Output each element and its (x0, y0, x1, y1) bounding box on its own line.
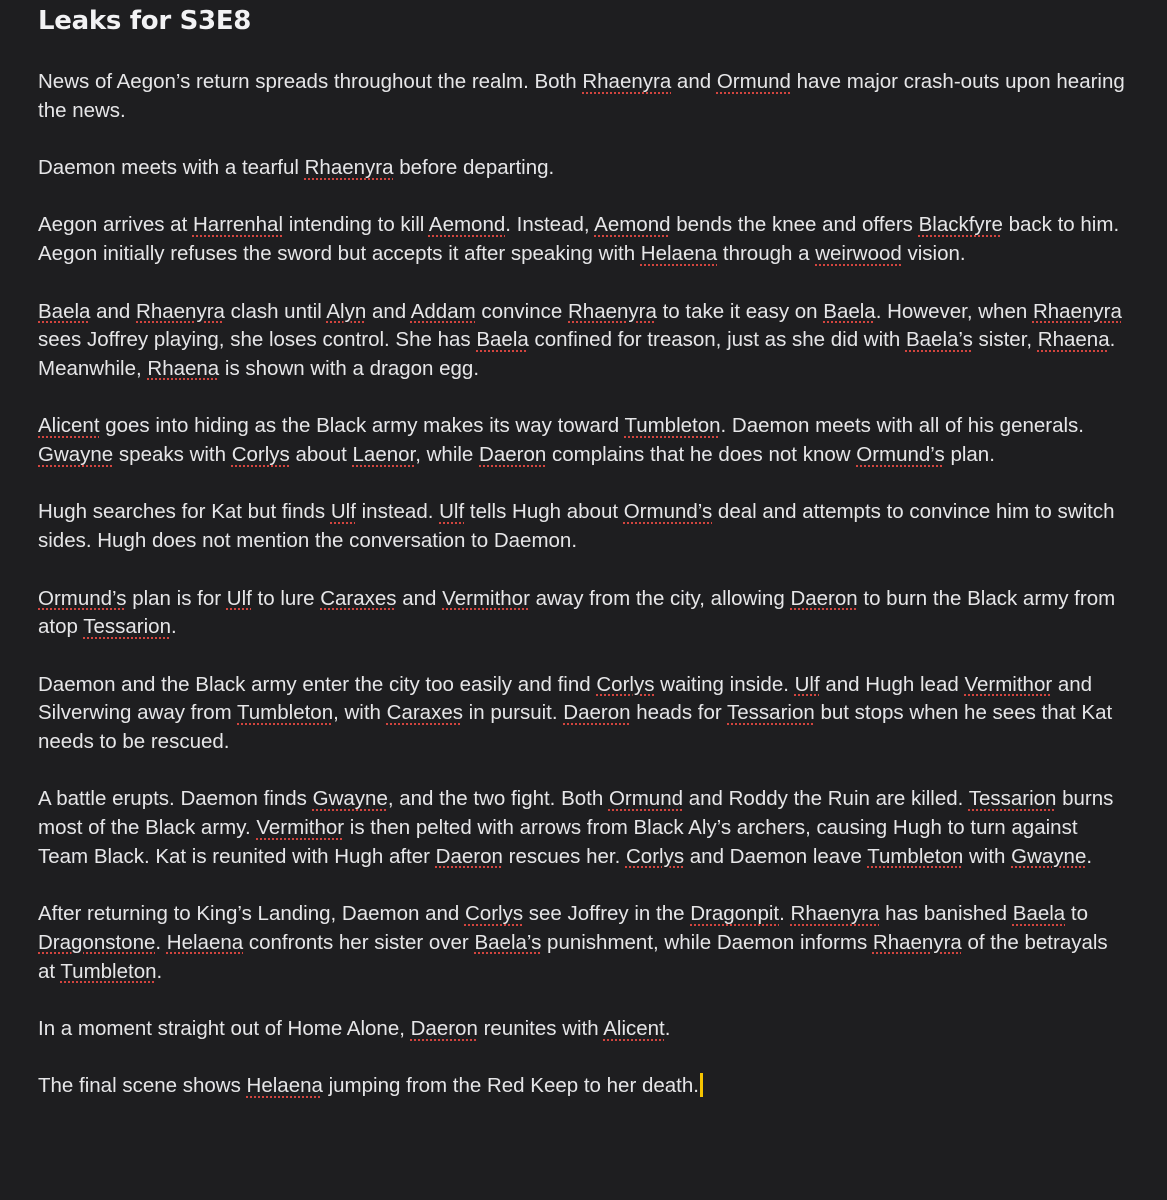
paragraph-text: . Meanwhile, (38, 328, 1116, 380)
spellcheck-flagged-word: Rhaenyra (1032, 299, 1122, 323)
paragraph-text: . Daemon meets with all of his generals. (720, 414, 1085, 438)
spellcheck-flagged-word: Baela (38, 299, 91, 323)
spellcheck-flagged-word: Addam (410, 299, 476, 323)
spellcheck-flagged-word: Rhaenyra (872, 930, 962, 954)
paragraph-text: through a (717, 242, 816, 266)
paragraph-text: . (1086, 844, 1093, 868)
spellcheck-flagged-word: Laenor (352, 443, 416, 467)
spellcheck-flagged-word: Rhaenyra (136, 299, 225, 323)
paragraph-text: and Silverwing away from (38, 672, 1093, 725)
document-body[interactable] (38, 68, 1129, 1101)
spellcheck-flagged-word: Tessarion (83, 615, 171, 639)
spellcheck-flagged-word: Baela (1012, 902, 1066, 926)
paragraph-text: tells Hugh about (464, 500, 624, 524)
paragraph-text: plan. (944, 443, 995, 467)
paragraph-text: News of Aegon’s return spreads throughout the realm. Both (38, 70, 583, 93)
spellcheck-flagged-word: Baela (476, 328, 529, 352)
paragraph[interactable] (38, 1015, 1129, 1044)
spellcheck-flagged-word: Rhaenyra (304, 156, 394, 180)
paragraph-text: rescues her. (502, 844, 626, 868)
spellcheck-flagged-word: Vermithor (964, 672, 1053, 696)
spellcheck-flagged-word: Tumbleton (237, 701, 334, 725)
paragraph-text: convince (475, 299, 568, 323)
paragraph-text: and (90, 299, 137, 323)
paragraph[interactable] (38, 785, 1129, 871)
paragraph-text: . (664, 1017, 671, 1041)
spellcheck-flagged-word: weirwood (815, 242, 902, 266)
spellcheck-flagged-word: Helaena (640, 242, 718, 266)
paragraph-text: vision. (901, 242, 966, 266)
paragraph-text: confined for treason, just as she did with (528, 328, 906, 352)
spellcheck-flagged-word: Daeron (410, 1017, 478, 1041)
spellcheck-flagged-word: Vermithor (442, 586, 530, 610)
spellcheck-flagged-word: Gwayne (1011, 844, 1087, 868)
spellcheck-flagged-word: Aemond (428, 213, 506, 237)
paragraph-text: and Roddy the Ruin are killed. (683, 787, 969, 811)
spellcheck-flagged-word: Daeron (479, 443, 547, 467)
paragraph-text: is shown with a dragon egg. (219, 356, 480, 380)
spellcheck-flagged-word: Baela’s (474, 930, 542, 954)
paragraph-text: sister, (972, 328, 1038, 352)
paragraph-text: . (156, 959, 163, 983)
paragraph-text: intending to kill (283, 213, 429, 237)
paragraph[interactable] (38, 498, 1129, 555)
paragraph-text: . (155, 930, 167, 954)
paragraph-text: to (1065, 902, 1088, 926)
paragraph-text: plan is for (126, 586, 227, 610)
spellcheck-flagged-word: Aemond (594, 213, 671, 237)
paragraph-text: , while (415, 443, 480, 467)
spellcheck-flagged-word: Rhaena (147, 356, 220, 380)
paragraph-text: of the betrayals at (38, 930, 1108, 983)
paragraph[interactable] (38, 1072, 1129, 1101)
spellcheck-flagged-word: Tessarion (968, 787, 1057, 811)
spellcheck-flagged-word: Harrenhal (192, 213, 284, 237)
paragraph[interactable] (38, 154, 1129, 183)
spellcheck-flagged-word: Baela’s (905, 328, 973, 352)
paragraph[interactable] (38, 671, 1129, 757)
paragraph-text: about (289, 443, 353, 467)
spellcheck-flagged-word: Ormund’s (38, 586, 127, 610)
spellcheck-flagged-word: Gwayne (38, 443, 114, 467)
paragraph-text: to take it easy on (656, 299, 824, 323)
paragraph-text: . Instead, (505, 213, 595, 237)
spellcheck-flagged-word: Corlys (625, 844, 685, 868)
paragraph-text: to burn the Black army from atop (38, 586, 1116, 639)
spellcheck-flagged-word: Corlys (464, 902, 524, 926)
paragraph-text: burns most of the Black army. (38, 787, 1114, 840)
paragraph-text: punishment, while Daemon informs (541, 930, 873, 954)
paragraph[interactable] (38, 900, 1129, 986)
paragraph[interactable] (38, 412, 1129, 469)
paragraph-text: complains that he does not know (546, 443, 857, 467)
paragraph-text: . (170, 615, 177, 639)
spellcheck-flagged-word: Rhaena (1037, 328, 1110, 352)
spellcheck-flagged-word: Ulf (439, 500, 465, 524)
paragraph-text: waiting inside. (654, 672, 795, 696)
spellcheck-flagged-word: Alicent (38, 414, 100, 438)
spellcheck-flagged-word: Tumbleton (624, 414, 721, 438)
spellcheck-flagged-word: Alicent (603, 1017, 665, 1041)
spellcheck-flagged-word: Helaena (166, 930, 244, 954)
paragraph-text: jumping from the Red Keep to her death. (322, 1074, 699, 1098)
paragraph-text: A battle erupts. Daemon finds (38, 787, 313, 811)
paragraph-text: in pursuit. (462, 701, 564, 725)
paragraph-text: reunites with (477, 1017, 604, 1041)
paragraph-text: and Daemon leave (684, 844, 868, 868)
spellcheck-flagged-word: Rhaenyra (582, 70, 672, 93)
paragraph[interactable] (38, 68, 1129, 125)
spellcheck-flagged-word: Tumbleton (867, 844, 964, 868)
paragraph-text: and (366, 299, 411, 323)
paragraph-text: confronts her sister over (243, 930, 475, 954)
spellcheck-flagged-word: Corlys (231, 443, 290, 467)
spellcheck-flagged-word: Ormund’s (623, 500, 713, 524)
spellcheck-flagged-word: Rhaenyra (568, 299, 657, 323)
spellcheck-flagged-word: Ormund’s (856, 443, 945, 467)
spellcheck-flagged-word: Dragonstone (38, 930, 156, 954)
spellcheck-flagged-word: Ormund (608, 787, 684, 811)
spellcheck-flagged-word: Corlys (596, 672, 655, 696)
paragraph-text: bends the knee and offers (670, 213, 919, 237)
paragraph-text: . (779, 902, 791, 926)
spellcheck-flagged-word: Caraxes (386, 701, 463, 725)
spellcheck-flagged-word: Tumbleton (60, 959, 157, 983)
paragraph-text: speaks with (113, 443, 232, 467)
paragraph[interactable] (38, 298, 1129, 384)
spellcheck-flagged-word: Blackfyre (918, 213, 1003, 237)
paragraph-text: heads for (630, 701, 728, 725)
paragraph-text: After returning to King’s Landing, Daemon and (38, 902, 465, 926)
paragraph-text: sees Joffrey playing, she loses control. She has (38, 328, 477, 352)
spellcheck-flagged-word: Caraxes (320, 586, 397, 610)
spellcheck-flagged-word: Rhaenyra (790, 902, 880, 926)
paragraph-text: , with (333, 701, 387, 725)
spellcheck-flagged-word: Daeron (563, 701, 631, 725)
document-title[interactable]: Leaks for S3E8 (38, 6, 252, 36)
spellcheck-flagged-word: Helaena (246, 1074, 323, 1098)
paragraph-text: back to him. Aegon initially refuses the sword but accepts it after speaking with (38, 213, 1120, 266)
paragraph-text: instead. (355, 500, 440, 524)
spellcheck-flagged-word: Ulf (794, 672, 820, 696)
paragraph-text: clash until (224, 299, 327, 323)
paragraph-text: , and the two fight. Both (387, 787, 609, 811)
paragraph[interactable] (38, 211, 1129, 268)
paragraph-text: and Hugh lead (819, 672, 965, 696)
spellcheck-flagged-word: Ulf (226, 586, 252, 610)
paragraph-text: has banished (879, 902, 1013, 926)
paragraph-text: deal and attempts to convince him to switch sides. Hugh does not mention the conversation to Daemon. (38, 500, 1115, 553)
spellcheck-flagged-word: Vermithor (256, 816, 345, 840)
paragraph-text: and (396, 586, 443, 610)
paragraph-text: . However, when (875, 299, 1033, 323)
paragraph-text: In a moment straight out of Home Alone, (38, 1017, 411, 1041)
spellcheck-flagged-word: Ormund (716, 70, 791, 93)
paragraph-text: Hugh searches for Kat but finds (38, 500, 331, 524)
paragraph-text: Daemon meets with a tearful (38, 156, 305, 180)
paragraph-text: Aegon arrives at (38, 213, 193, 237)
paragraph-text: is then pelted with arrows from Black Aly’s archers, causing Hugh to turn against Team Black. Kat is reunited with Hugh after (38, 816, 1078, 868)
spellcheck-flagged-word: Ulf (330, 500, 356, 524)
spellcheck-flagged-word: Gwayne (312, 787, 388, 811)
paragraph-text: before departing. (393, 156, 555, 180)
spellcheck-flagged-word: Tessarion (727, 701, 815, 725)
text-cursor (700, 1073, 703, 1097)
paragraph-text: away from the city, allowing (529, 586, 791, 610)
paragraph-text: have major crash-outs upon hearing the news. (38, 70, 1125, 122)
paragraph-text: Daemon and the Black army enter the city too easily and find (38, 672, 597, 696)
paragraph-text: and (671, 70, 717, 93)
paragraph-text: The final scene shows (38, 1074, 247, 1098)
paragraph[interactable] (38, 585, 1129, 642)
paragraph-text: but stops when he sees that Kat needs to be rescued. (38, 701, 1113, 754)
spellcheck-flagged-word: Daeron (435, 844, 503, 868)
paragraph-text: to lure (251, 586, 321, 610)
spellcheck-flagged-word: Baela (823, 299, 876, 323)
spellcheck-flagged-word: Daeron (790, 586, 858, 610)
paragraph-text: with (963, 844, 1012, 868)
spellcheck-flagged-word: Dragonpit (690, 902, 780, 926)
paragraph-text: see Joffrey in the (523, 902, 691, 926)
spellcheck-flagged-word: Alyn (326, 299, 367, 323)
paragraph-text: goes into hiding as the Black army makes its way toward (99, 414, 625, 438)
